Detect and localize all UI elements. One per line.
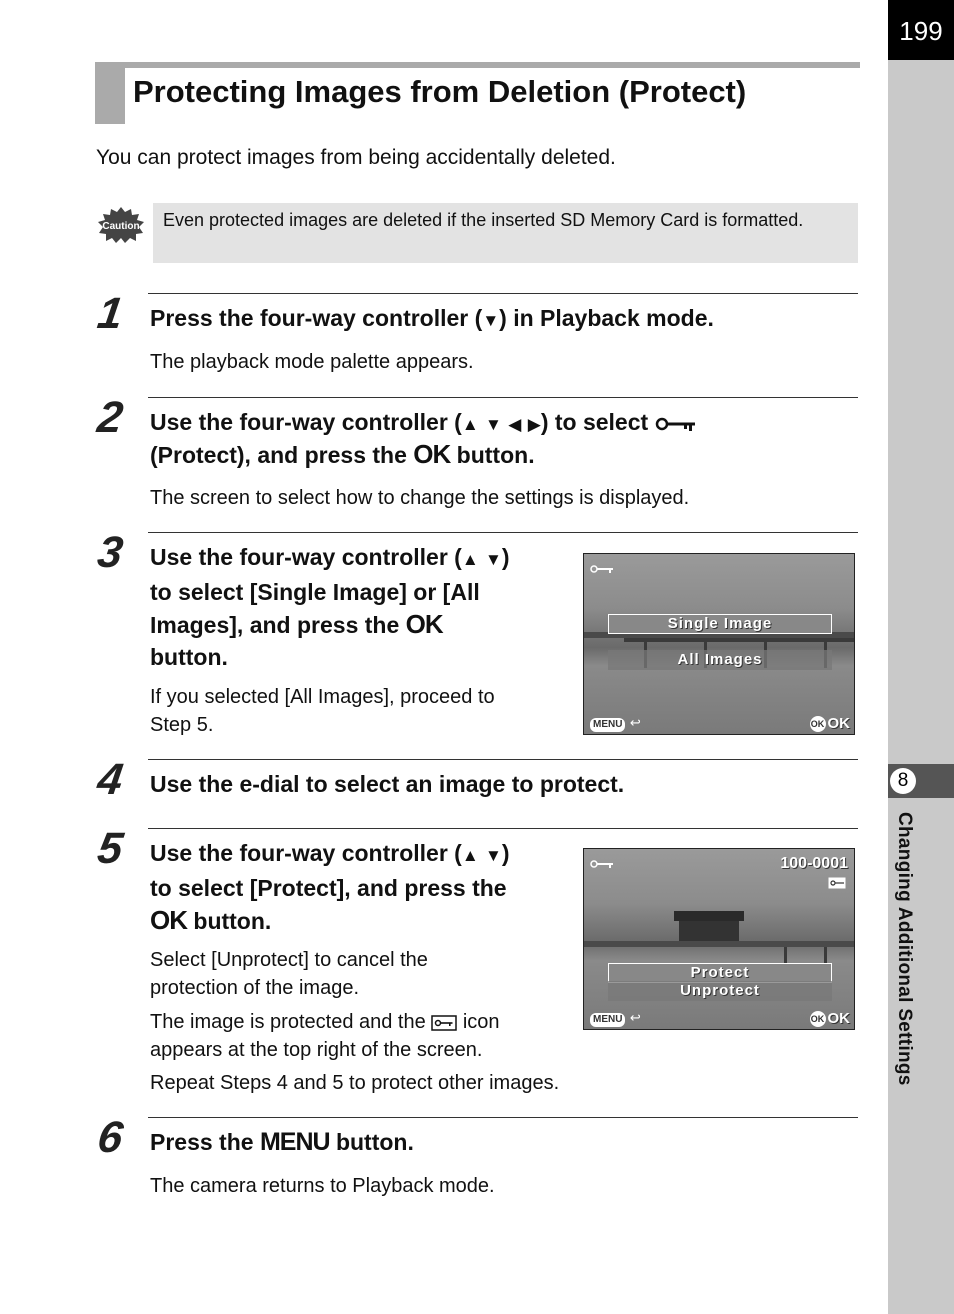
protect-option[interactable]: Protect <box>608 963 832 983</box>
up-arrow-icon: ▲ <box>461 846 479 865</box>
single-image-option[interactable]: Single Image <box>608 614 832 634</box>
unprotect-option[interactable]: Unprotect <box>608 981 832 1001</box>
step-heading: Use the four-way controller (▲ ▼) to select [Protect], and press the OK button. <box>150 840 510 935</box>
step-rule <box>148 759 858 760</box>
caution-text: Even protected images are deleted if the inserted SD Memory Card is formatted. <box>163 210 804 230</box>
step-rule <box>148 293 858 294</box>
ok-button-glyph: OK <box>405 609 443 639</box>
chapter-number: 8 <box>890 768 916 794</box>
up-arrow-icon: ▲ <box>461 550 479 569</box>
down-arrow-icon: ▼ <box>485 550 502 569</box>
step-body: The screen to select how to change the settings is displayed. <box>150 487 690 509</box>
ok-confirm-button[interactable]: OK OK <box>810 1010 850 1027</box>
step-number: 5 <box>94 824 126 873</box>
down-arrow-icon: ▼ <box>485 415 502 434</box>
side-tab <box>888 0 954 1314</box>
down-arrow-icon: ▼ <box>485 846 502 865</box>
step-number: 6 <box>94 1113 126 1162</box>
step-rule <box>148 1117 858 1118</box>
ok-circle-icon: OK <box>810 1011 826 1027</box>
step-number: 2 <box>94 393 126 442</box>
menu-back-button[interactable]: MENU ↩ <box>590 714 652 730</box>
ok-button-glyph: OK <box>413 439 451 469</box>
file-number: 100-0001 <box>780 855 848 872</box>
protect-key-icon <box>655 416 697 432</box>
protect-key-icon <box>590 859 614 869</box>
step-number: 4 <box>94 755 126 804</box>
caution-icon <box>97 206 145 244</box>
camera-screen-protect <box>583 848 855 1030</box>
down-arrow-icon: ▼ <box>482 311 500 330</box>
ok-confirm-button[interactable]: OK OK <box>810 715 850 732</box>
up-arrow-icon: ▲ <box>461 415 479 434</box>
step-body: Select [Unprotect] to cancel the protection of the image. The image is protected and the icon appears at the top right of the screen. <box>150 949 500 1061</box>
menu-back-button[interactable]: MENU ↩ <box>590 1009 652 1025</box>
title-rule <box>95 62 860 68</box>
ok-button-glyph: OK <box>150 905 187 935</box>
protect-status-icon <box>828 877 846 889</box>
back-arrow-icon: ↩ <box>629 1010 641 1025</box>
page-number: 199 <box>888 0 954 60</box>
step-heading: Press the four-way controller (▼) in Playback mode. <box>150 305 714 331</box>
step-heading: Press the MENU button. <box>150 1128 414 1156</box>
all-images-option[interactable]: All Images <box>608 650 832 670</box>
step-heading: Use the four-way controller (▲ ▼ ◀ ▶) to select <box>150 406 697 441</box>
page-title: Protecting Images from Deletion (Protect) <box>133 74 747 109</box>
intro-text: You can protect images from being accidentally deleted. <box>96 146 616 169</box>
camera-screen-select-mode <box>583 553 855 735</box>
menu-button-glyph: MENU <box>259 1128 330 1156</box>
step-number: 3 <box>94 528 126 577</box>
step-heading-line2: (Protect), and press the OK button. <box>150 439 535 469</box>
right-arrow-icon: ▶ <box>527 415 541 434</box>
ok-circle-icon: OK <box>810 716 826 732</box>
step-rule <box>148 397 858 398</box>
protect-key-icon <box>590 564 614 574</box>
svg-text:Caution: Caution <box>102 221 140 232</box>
step-body: If you selected [All Images], proceed to Step 5. <box>150 686 495 736</box>
step-heading: Use the four-way controller (▲ ▼) to select [Single Image] or [All Images], and press the OK button. <box>150 544 510 670</box>
left-arrow-icon: ◀ <box>508 415 522 434</box>
step-body: The camera returns to Playback mode. <box>150 1175 495 1197</box>
step-rule <box>148 828 858 829</box>
back-arrow-icon: ↩ <box>629 715 641 730</box>
chapter-title: Changing Additional Settings <box>894 812 915 1086</box>
step-heading: Use the e-dial to select an image to protect. <box>150 771 625 797</box>
step-rule <box>148 532 858 533</box>
title-block <box>95 62 125 124</box>
step-number: 1 <box>94 289 126 338</box>
protect-icon <box>431 1015 457 1031</box>
step-body: The playback mode palette appears. <box>150 351 474 373</box>
step-body-note: Repeat Steps 4 and 5 to protect other images. <box>150 1072 560 1094</box>
